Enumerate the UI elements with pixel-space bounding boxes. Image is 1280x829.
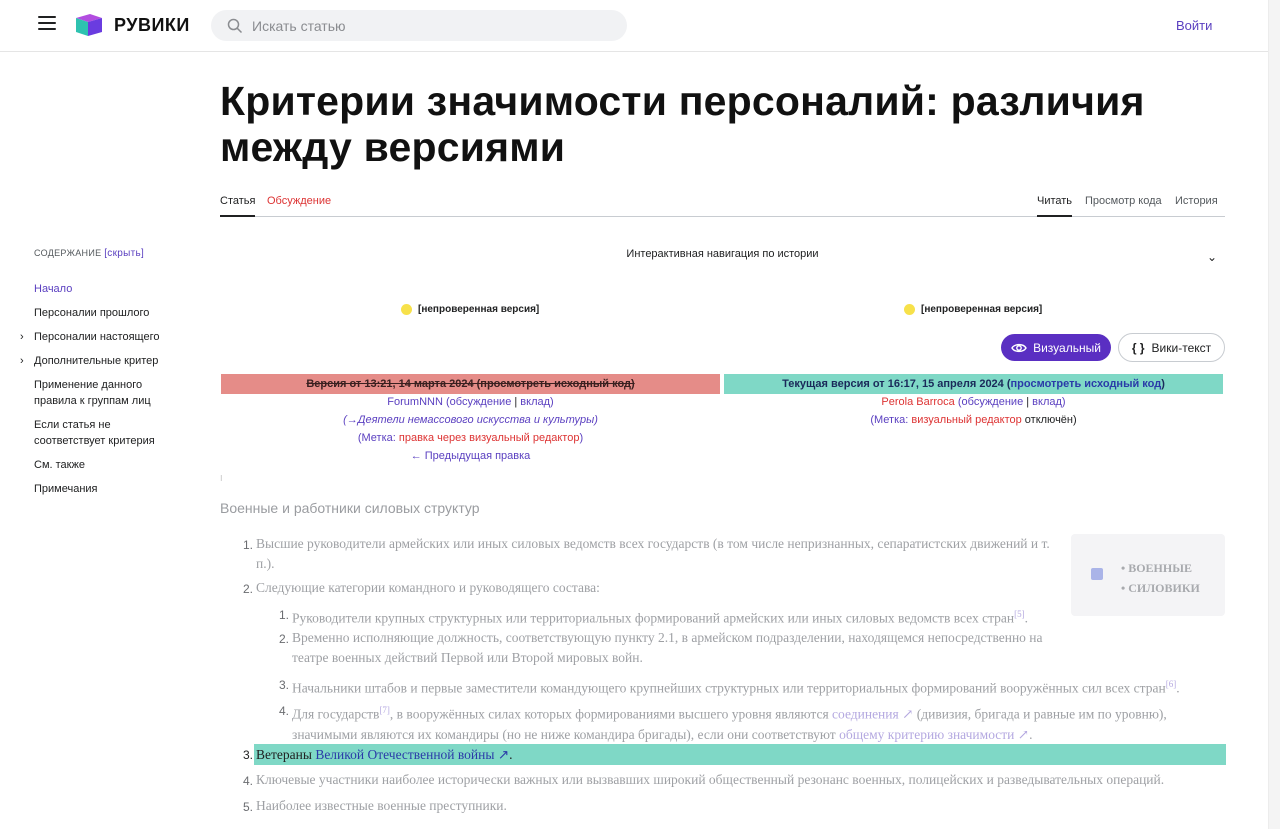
list-item-text: . — [509, 747, 513, 762]
list-item: Временно исполняющие должность, соответствующую пункту 2.1, в армейском подразделении, находящемся непосредственно на театре военных действий Первой или Второй мировых войн. — [292, 630, 1043, 665]
scrollbar[interactable] — [1268, 0, 1280, 829]
article-link[interactable]: соединения — [832, 706, 899, 722]
list-number: 2. — [279, 632, 290, 646]
external-link-icon: ↗ — [1014, 726, 1030, 742]
category-label: СИЛОВИКИ — [1128, 581, 1200, 595]
category-infobox — [1071, 534, 1225, 616]
new-revision-title: Текущая версия от 16:17, 15 апреля 2024 ( — [782, 378, 1011, 390]
login-link[interactable]: Войти — [1176, 18, 1213, 33]
list-item: Следующие категории командного и руководящего состава: — [256, 580, 600, 595]
tag-suffix: ) — [579, 432, 584, 444]
tag-prefix: (Метка: — [870, 414, 912, 426]
table-of-contents — [20, 248, 174, 497]
list-item: Начальники штабов и первые заместители командующего крупнейших структурных или территориальных формирований вооружённых сил всех стран[6]. — [292, 679, 1180, 696]
toc-heading-label: СОДЕРЖАНИЕ — [34, 248, 102, 258]
list-number: 3. — [279, 678, 290, 692]
new-revision-paren: ) — [1161, 378, 1165, 390]
tab-history[interactable]: История — [1175, 195, 1218, 207]
article-link[interactable]: Великой Отечественной войны — [315, 747, 495, 762]
chevron-right-icon[interactable]: › — [20, 355, 24, 367]
page-title: Критерии значимости персоналий: различия между версиями — [220, 78, 1145, 170]
category-item[interactable]: • ВОЕННЫЕ — [1121, 561, 1192, 575]
view-source-link[interactable]: просмотреть исходный код — [1010, 378, 1162, 390]
list-item-text: Для государств — [292, 706, 380, 722]
list-item-added — [256, 744, 513, 765]
section-heading: Военные и работники силовых структур — [220, 500, 480, 516]
left-status — [401, 304, 539, 315]
list-item: Руководители крупных структурных или территориальных формирований армейских или иных силовых ведомств всех стран[5]. — [292, 609, 1028, 626]
edit-summary[interactable]: (→Деятели немассового искусства и культуры) — [343, 414, 598, 426]
search-icon — [227, 18, 243, 34]
list-item-text: (дивизия, бригада и равные им по уровню), значимыми являются их командиры (но не ниже командира бригады), если они соответствуют — [292, 706, 1167, 742]
toc-item-additional[interactable] — [20, 353, 174, 369]
external-link-icon: ↗ — [898, 706, 914, 722]
toc-item-additional-label: Дополнительные критер — [34, 355, 159, 367]
history-nav-label: Интерактивная навигация по истории — [626, 248, 819, 260]
tag-suffix: отключён) — [1021, 414, 1077, 426]
search-box[interactable] — [211, 10, 627, 41]
ref-link[interactable]: [5] — [1014, 609, 1025, 619]
category-label: ВОЕННЫЕ — [1128, 561, 1192, 575]
top-header — [0, 0, 1268, 52]
user-link[interactable]: ForumNNN — [387, 396, 443, 408]
toc-heading — [34, 248, 174, 259]
wikitext-diff-button[interactable] — [1118, 333, 1225, 362]
wikitext-diff-label: Вики-текст — [1151, 340, 1212, 355]
list-item-text: Начальники штабов и первые заместители командующего крупнейших структурных или территориальных формирований вооружённых сил всех стран — [292, 680, 1166, 696]
braces-icon: { } — [1131, 340, 1145, 355]
list-number: 4. — [243, 774, 254, 788]
toc-item-groups[interactable]: Применение данного правила к группам лиц — [34, 379, 151, 407]
toc-item-past[interactable]: Персоналии прошлого — [34, 307, 150, 319]
ref-link[interactable]: [7] — [379, 705, 390, 715]
tab-discussion[interactable]: Обсуждение — [267, 195, 332, 207]
list-number: 4. — [279, 704, 290, 718]
new-revision-header — [724, 374, 1223, 394]
toc-item-not-meets[interactable]: Если статья не соответствует критерия — [34, 419, 155, 447]
list-number: 1. — [279, 608, 290, 622]
status-dot-icon — [904, 304, 915, 315]
contrib-link[interactable]: вклад — [520, 396, 551, 408]
chevron-right-icon[interactable]: › — [20, 331, 24, 343]
external-link-icon: ↗ — [494, 747, 510, 762]
tag-link[interactable]: правка через визуальный редактор — [398, 432, 580, 444]
toc-item-present-label: Персоналии настоящего — [34, 331, 160, 343]
list-number: 2. — [243, 582, 254, 596]
eye-icon — [1011, 342, 1027, 354]
category-icon — [1091, 568, 1103, 580]
list-item-text: . — [1029, 726, 1033, 742]
right-status-label: [непроверенная версия] — [921, 304, 1043, 315]
toc-item-notes[interactable]: Примечания — [34, 483, 98, 495]
list-number: 1. — [243, 538, 254, 552]
ref-link[interactable]: [6] — [1165, 679, 1177, 689]
right-status — [904, 304, 1042, 315]
tab-view-source[interactable]: Просмотр кода — [1085, 195, 1162, 207]
previous-edit-link[interactable]: ← Предыдущая правка — [410, 450, 531, 462]
list-item-text: Руководители крупных структурных или территориальных формирований армейских или иных силовых ведомств всех стран — [292, 610, 1015, 626]
logo-cube-icon — [72, 12, 106, 38]
list-number: 5. — [243, 800, 254, 814]
tab-article[interactable]: Статья — [220, 195, 255, 217]
list-number: 3. — [243, 748, 254, 762]
contrib-link[interactable]: вклад — [1032, 396, 1062, 408]
category-item[interactable]: • СИЛОВИКИ — [1121, 581, 1200, 595]
list-item: Высшие руководители армейских или иных силовых ведомств всех государств (в том числе непризнанных, сепаратистских движений и т. п.). — [256, 536, 1050, 571]
list-item — [292, 700, 1222, 745]
talk-link[interactable]: обсуждение — [961, 396, 1024, 408]
tag-link[interactable]: визуальный редактор — [911, 414, 1022, 426]
user-link[interactable]: Perola Barroca — [881, 396, 955, 408]
new-revision-meta: Perola Barroca (обсуждение | вклад) (Метка: визуальный редактор отключён) — [870, 396, 1077, 426]
logo-text: РУВИКИ — [114, 14, 190, 35]
tab-read[interactable]: Читать — [1037, 195, 1072, 217]
list-item-text: Ветераны — [256, 747, 316, 762]
toc-item-present[interactable] — [20, 329, 174, 345]
toc-item-start[interactable]: Начало — [34, 283, 73, 295]
site-logo[interactable] — [72, 12, 190, 38]
chevron-down-icon[interactable]: ⌄ — [1206, 250, 1217, 264]
visual-diff-label: Визуальный — [1033, 340, 1101, 355]
status-dot-icon — [401, 304, 412, 315]
toc-item-see-also[interactable]: См. также — [34, 459, 85, 471]
menu-icon[interactable] — [38, 16, 56, 32]
article-link[interactable]: общему критерию значимости — [839, 726, 1015, 742]
old-revision-meta: ForumNNN (обсуждение | вклад) (→Деятели немассового искусства и культуры) (Метка: правка через визуальный редактор) ← Предыдущая правка — [221, 393, 720, 465]
talk-link[interactable]: обсуждение — [449, 396, 512, 408]
visual-diff-button[interactable] — [1001, 334, 1111, 361]
toc-hide-link[interactable]: [скрыть] — [104, 248, 145, 259]
tag-prefix: (Метка: — [357, 432, 399, 444]
old-revision-header[interactable]: Версия от 13:21, 14 марта 2024 (просмотреть исходный код) — [221, 374, 720, 394]
list-item: Ключевые участники наиболее исторически важных или вызвавших широкий общественный резонанс военных, полицейских и разведывательных операций. — [256, 772, 1165, 787]
search-input[interactable] — [252, 18, 612, 34]
page-tabs — [220, 193, 1225, 217]
list-item-text: , в вооружённых силах которых формированиями высшего уровня являются — [389, 706, 833, 722]
separator-mark: ⁝ — [220, 474, 223, 483]
list-item: Наиболее известные военные преступники. — [256, 798, 507, 813]
left-status-label: [непроверенная версия] — [418, 304, 540, 315]
history-navigation[interactable] — [220, 248, 1225, 268]
